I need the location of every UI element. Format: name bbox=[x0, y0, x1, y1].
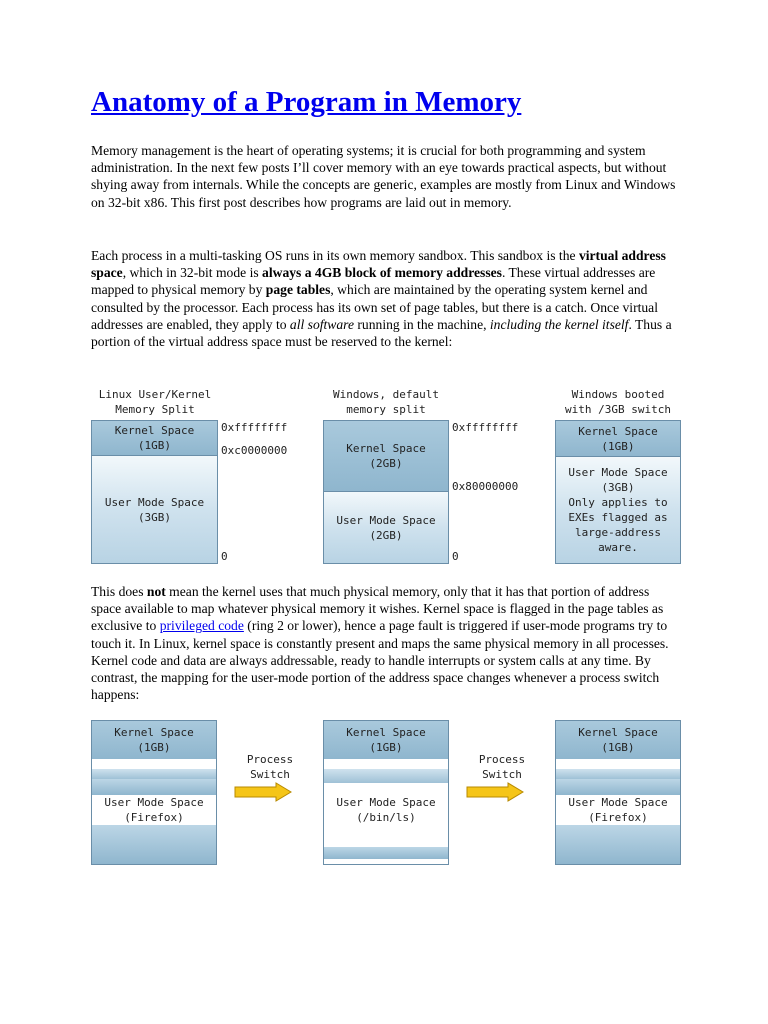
linux-memory-box bbox=[91, 420, 218, 564]
kernel-space-block bbox=[324, 721, 448, 759]
label: Kernel Space bbox=[578, 424, 658, 438]
label: User Mode Space bbox=[568, 466, 668, 479]
text: , which are maintained by the operating system kernel and consulted by the processor. Each process has its own set of page tables, but there is a catch. Once virtual addresses are enabled, they apply to bbox=[91, 282, 658, 332]
text: , which in 32-bit mode is bbox=[122, 265, 263, 281]
bold-text: page tables bbox=[265, 282, 331, 298]
memory-block bbox=[92, 779, 216, 795]
title-line: with /3GB switch bbox=[565, 403, 671, 416]
title-line: memory split bbox=[346, 403, 426, 416]
memory-block bbox=[556, 825, 680, 864]
memory-block bbox=[92, 825, 216, 864]
user-space-label bbox=[324, 795, 448, 825]
windows-kernel-space bbox=[324, 421, 448, 492]
label: User Mode Space bbox=[104, 796, 204, 809]
linux-kernel-space bbox=[92, 421, 217, 456]
windows-3gb-split-title bbox=[553, 387, 683, 417]
user-space-label bbox=[92, 795, 216, 825]
label: (/bin/ls) bbox=[356, 811, 416, 824]
process-box-ls bbox=[323, 720, 449, 865]
memory-band bbox=[324, 769, 448, 783]
bold-text: always a 4GB block of memory addresses bbox=[262, 265, 502, 281]
windows-3gb-memory-box bbox=[555, 420, 681, 564]
label: (Firefox) bbox=[588, 811, 648, 824]
address-label: 0xffffffff bbox=[221, 421, 288, 434]
label: (2GB) bbox=[369, 457, 403, 470]
windows-3gb-user-space bbox=[556, 457, 680, 563]
memory-band bbox=[92, 769, 216, 779]
intro-paragraph: Memory management is the heart of operating systems; it is crucial for both programming and system administration. In the next few posts I’ll cover memory with an eye towards practical aspects, but without shying away from internals. While the concepts are generic, examples are mostly from Linux and Windows on 32-bit x86. This first post describes how programs are laid out in memory. bbox=[91, 143, 676, 210]
process-switch-label bbox=[467, 752, 537, 782]
label: (1GB) bbox=[601, 439, 635, 453]
process-box-firefox bbox=[555, 720, 681, 865]
process-box-firefox bbox=[91, 720, 217, 865]
right-arrow-icon bbox=[466, 782, 524, 802]
text: . These virtual addresses are mapped to physical memory by bbox=[91, 265, 656, 298]
label: Kernel Space bbox=[114, 726, 194, 739]
label: Process bbox=[478, 753, 526, 766]
linux-user-space bbox=[92, 456, 217, 563]
address-label: 0xffffffff bbox=[452, 421, 519, 434]
memory-block bbox=[324, 847, 448, 859]
italic-text: all software bbox=[289, 316, 354, 332]
label: Kernel Space bbox=[346, 726, 426, 739]
memory-band bbox=[556, 769, 680, 779]
label: large-address bbox=[574, 526, 662, 539]
title-line: Linux User/Kernel bbox=[98, 388, 212, 401]
kernel-space-block bbox=[92, 721, 216, 759]
label: (1GB) bbox=[369, 741, 403, 754]
text: . Thus a portion of the virtual address space must be reserved to the kernel: bbox=[91, 316, 672, 350]
label: User Mode Space bbox=[336, 513, 436, 527]
windows-memory-box bbox=[323, 420, 449, 564]
label: Only applies to bbox=[568, 496, 668, 509]
italic-text: including the kernel itself bbox=[489, 316, 629, 332]
label: Switch bbox=[250, 768, 290, 781]
label: (2GB) bbox=[369, 528, 403, 542]
title-line: Windows, default bbox=[333, 388, 439, 401]
label: (1GB) bbox=[137, 439, 172, 452]
text: (ring 2 or lower), hence a page fault is triggered if user-mode programs try to touch it. In Linux, kernel space is constantly present and maps the same physical memory in all processes. Kernel code and data are always addressable, ready to handle interrupts or system calls at any time. By contrast, the mapping for the user-mode portion of the address space changes whenever a process switch happens: bbox=[91, 618, 669, 703]
address-label: 0 bbox=[221, 550, 228, 563]
bold-text: virtual address space bbox=[91, 248, 666, 281]
linux-split-title bbox=[86, 387, 224, 417]
address-label: 0 bbox=[452, 550, 459, 563]
windows-3gb-kernel-space bbox=[556, 421, 680, 457]
label: EXEs flagged as bbox=[568, 511, 668, 524]
label: Kernel Space bbox=[578, 726, 658, 739]
privileged-code-link[interactable]: privileged code bbox=[159, 618, 244, 634]
label: Kernel Space bbox=[346, 442, 426, 455]
label: (3GB) bbox=[137, 510, 172, 524]
kernel-space-paragraph bbox=[91, 583, 681, 703]
title-line: Memory Split bbox=[115, 403, 195, 416]
process-switch-label bbox=[235, 752, 305, 782]
text: running in the machine, bbox=[354, 316, 490, 332]
label: Process bbox=[246, 753, 294, 766]
label: (3GB) bbox=[601, 481, 635, 494]
label: User Mode Space bbox=[336, 796, 436, 809]
label: User Mode Space bbox=[568, 796, 668, 809]
windows-user-space bbox=[324, 492, 448, 563]
title-line: Windows booted bbox=[571, 388, 665, 401]
right-arrow-icon bbox=[234, 782, 292, 802]
text: This does bbox=[91, 584, 147, 599]
bold-text: not bbox=[146, 584, 166, 599]
page-title[interactable]: Anatomy of a Program in Memory bbox=[91, 86, 522, 118]
label: Switch bbox=[482, 768, 522, 781]
label: User Mode Space bbox=[104, 495, 205, 509]
label: (Firefox) bbox=[124, 811, 184, 824]
user-space-label bbox=[556, 795, 680, 825]
label: Kernel Space bbox=[114, 424, 195, 437]
label: (1GB) bbox=[601, 741, 635, 754]
text: Each process in a multi-tasking OS runs in its own memory sandbox. This sandbox is the bbox=[91, 248, 579, 263]
windows-split-title bbox=[316, 387, 456, 417]
sandbox-paragraph bbox=[91, 247, 681, 350]
kernel-space-block bbox=[556, 721, 680, 759]
address-label: 0x80000000 bbox=[452, 480, 519, 493]
memory-block bbox=[556, 779, 680, 795]
label: aware. bbox=[598, 541, 638, 554]
text: mean the kernel uses that much physical memory, only that it has that portion of address space available to map whatever physical memory it wishes. Kernel space is flagged in the page tables as exclusive to bbox=[91, 584, 664, 634]
label: (1GB) bbox=[137, 741, 171, 754]
address-label: 0xc0000000 bbox=[221, 444, 288, 457]
